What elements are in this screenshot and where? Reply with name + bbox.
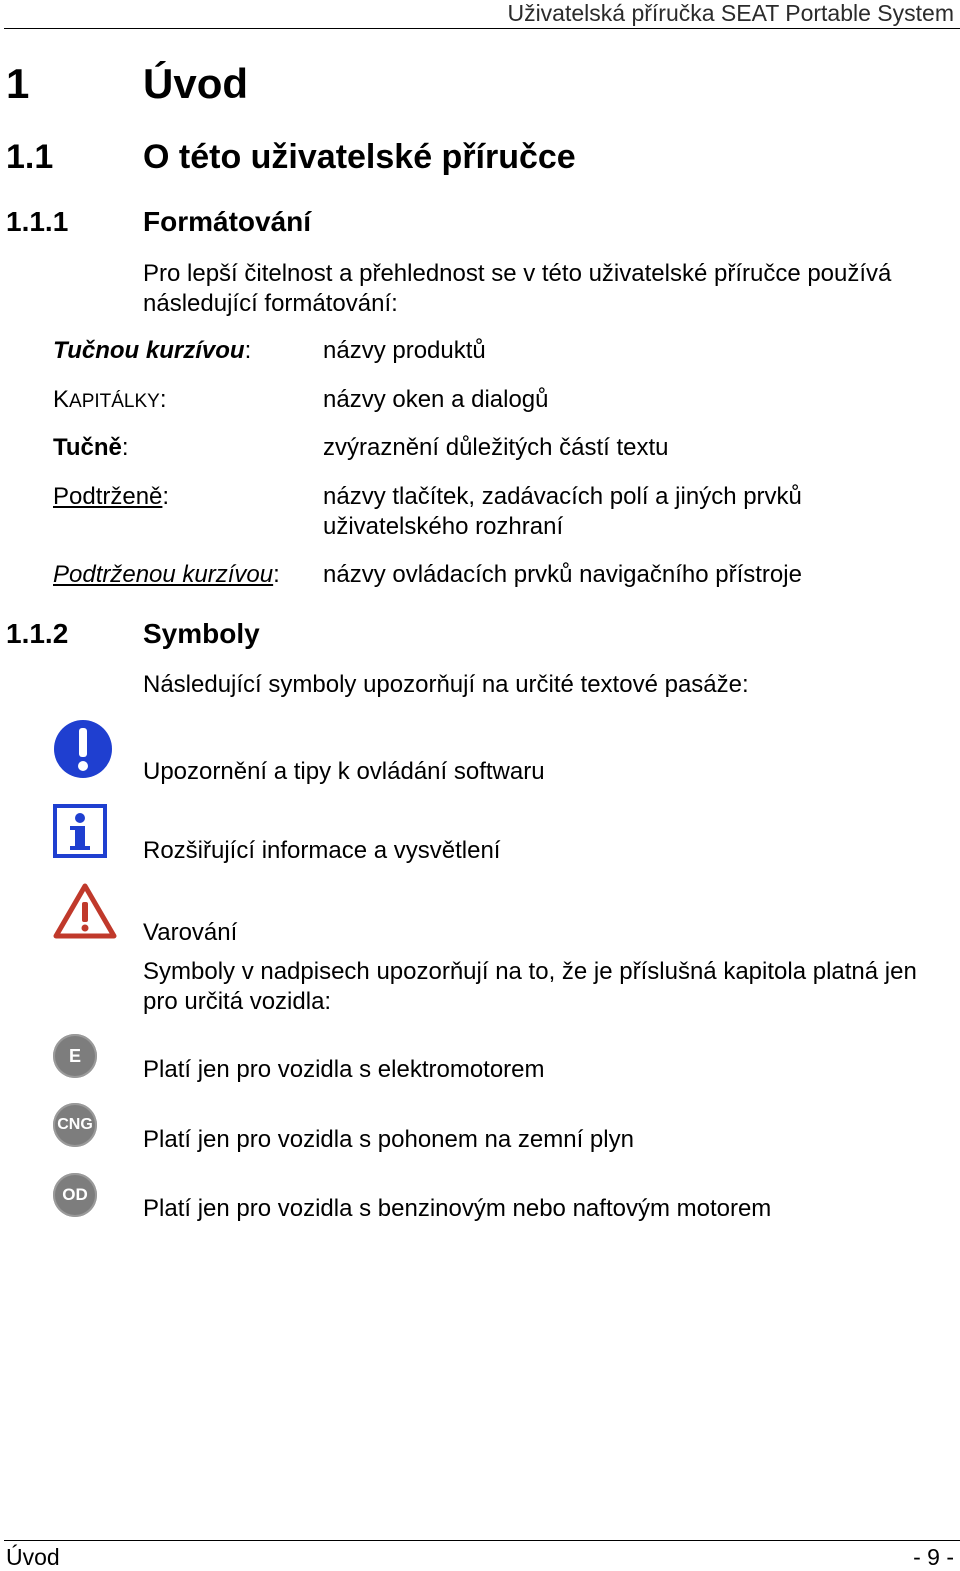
od-vehicle-icon: OD [53, 1173, 97, 1217]
warning-triangle-icon [53, 882, 117, 940]
chapter-title: Úvod [143, 60, 248, 107]
format-desc-products: názvy produktů [323, 337, 486, 364]
header-rule [4, 28, 960, 29]
symbols-number: 1.1.2 [6, 618, 69, 649]
section-number: 1.1 [6, 138, 54, 176]
symbols-intro: Následující symboly upozorňují na určité textové pasáže: [143, 671, 749, 698]
page-number: - 9 - [913, 1544, 954, 1570]
vehicle-intro: Symboly v nadpisech upozorňují na to, že je příslušná kapitola platná jen pro určitá vozidla: [143, 958, 917, 1015]
format-term-bold: Tučně: [53, 434, 129, 461]
formatting-title: Formátování [143, 206, 312, 237]
vehicle-text-cng: Platí jen pro vozidla s pohonem na zemní plyn [143, 1126, 634, 1153]
electric-vehicle-icon: E [53, 1034, 97, 1078]
vehicle-text-od: Platí jen pro vozidla s benzinovým nebo naftovým motorem [143, 1195, 772, 1222]
chapter-number: 1 [6, 60, 30, 107]
symbols-title: Symboly [143, 618, 260, 649]
info-box-icon [53, 804, 107, 858]
formatting-intro: Pro lepší čitelnost a přehlednost se v této uživatelské příručce používá následující formátování: [143, 260, 892, 317]
format-desc-windows: názvy oken a dialogů [323, 386, 549, 413]
format-term-small-caps: KAPITÁLKY: [53, 386, 167, 413]
footer-rule [4, 1540, 960, 1541]
section-title: O této uživatelské příručce [143, 138, 576, 176]
format-desc-device-controls: názvy ovládacích prvků navigačního přístroje [323, 561, 802, 588]
format-desc-ui-elements: názvy tlačítek, zadávacích polí a jiných prvků uživatelského rozhraní [323, 483, 802, 540]
symbol-text-warning: Varování [143, 919, 238, 946]
cng-vehicle-icon: CNG [53, 1103, 97, 1147]
symbol-text-info: Rozšiřující informace a vysvětlení [143, 837, 501, 864]
format-desc-emphasis: zvýraznění důležitých částí textu [323, 434, 669, 461]
exclamation-circle-icon [53, 719, 113, 779]
footer-chapter: Úvod [6, 1544, 60, 1570]
header-title: Uživatelská příručka SEAT Portable System [507, 0, 954, 26]
formatting-number: 1.1.1 [6, 206, 69, 237]
vehicle-text-electric: Platí jen pro vozidla s elektromotorem [143, 1056, 545, 1083]
format-term-underline-italic: Podtrženou kurzívou: [53, 561, 280, 588]
format-term-underline: Podtrženě: [53, 483, 170, 510]
symbol-text-tips: Upozornění a tipy k ovládání softwaru [143, 758, 545, 785]
format-term-bold-italic: Tučnou kurzívou: [53, 337, 252, 364]
